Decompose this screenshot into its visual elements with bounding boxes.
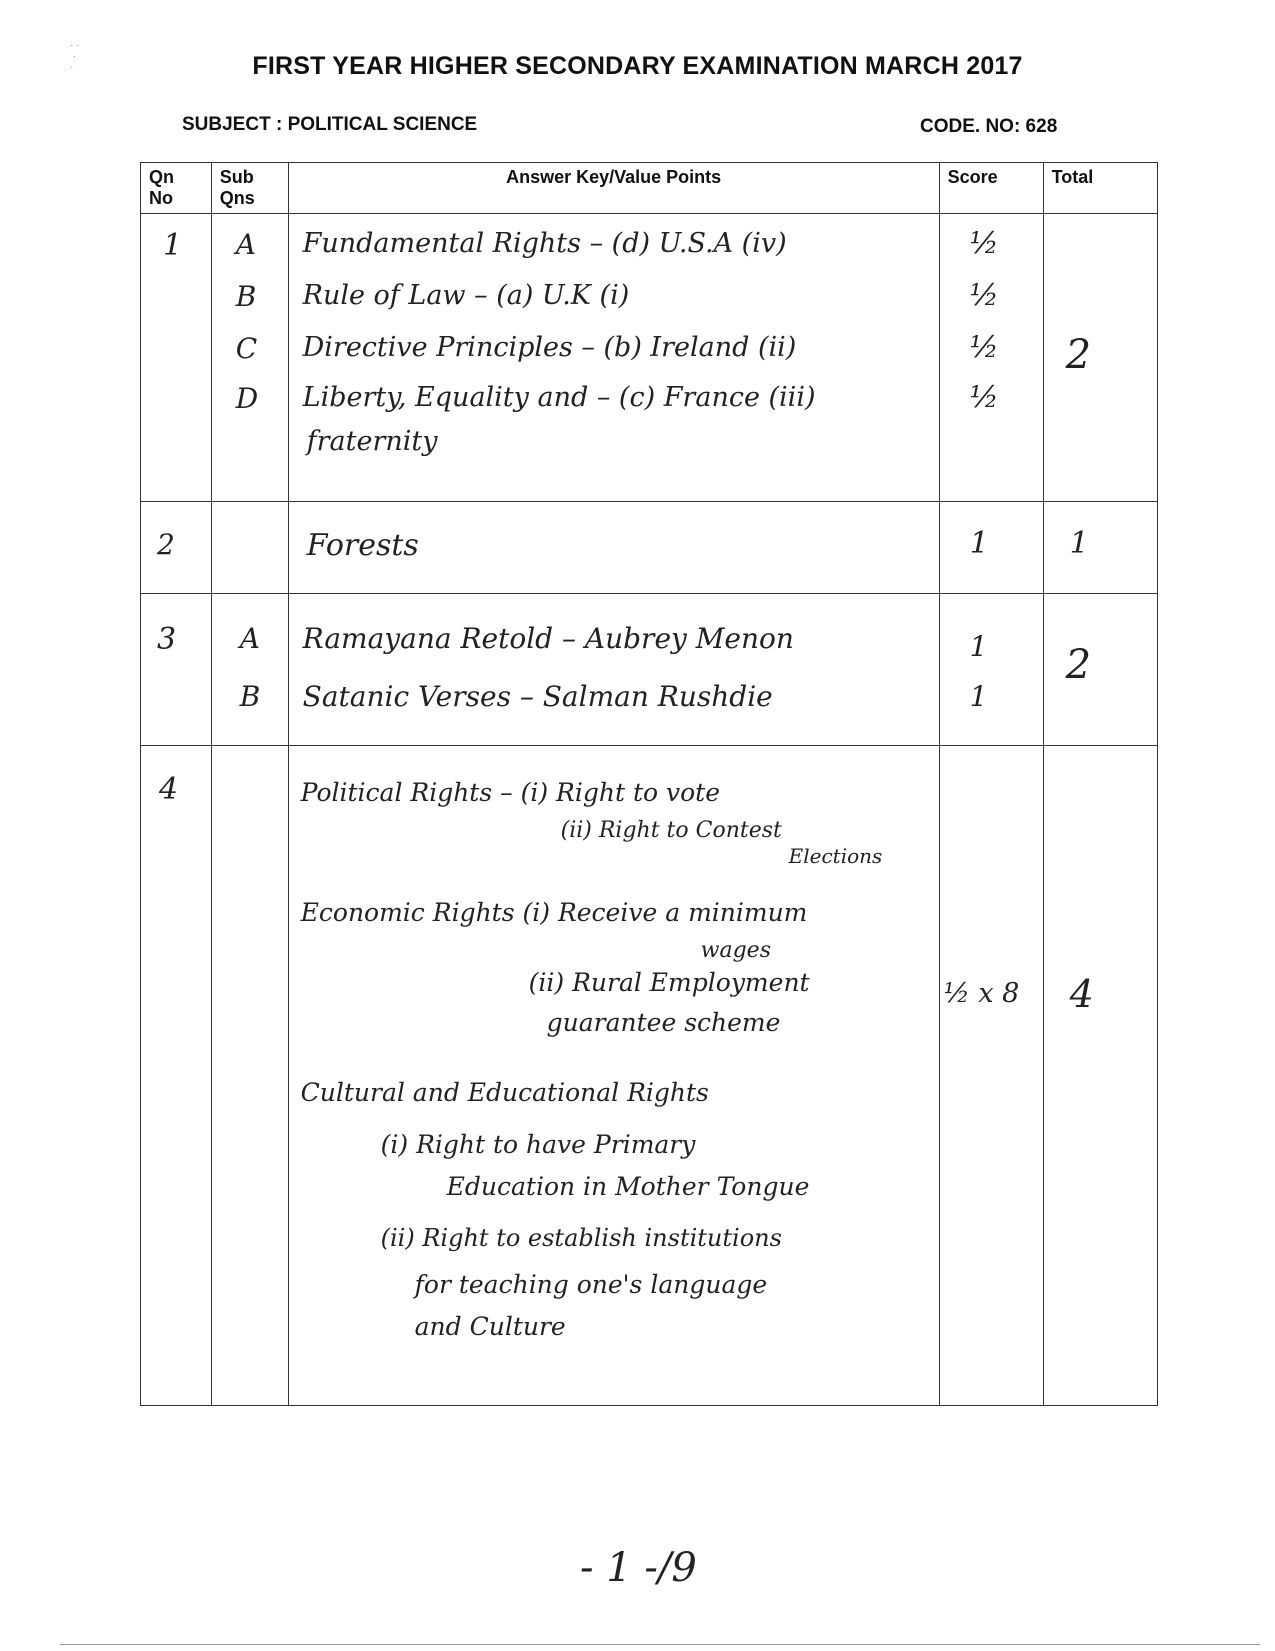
subject-label: SUBJECT : POLITICAL SCIENCE (182, 114, 478, 135)
score-value: 1 (969, 526, 989, 561)
score-cell (939, 746, 1043, 1406)
total-value: 2 (1065, 332, 1092, 378)
qn-number: 2 (157, 528, 175, 561)
table-row (141, 746, 1158, 1406)
answer-line: (i) Right to have Primary (380, 1130, 696, 1159)
score-value: 1 (969, 630, 988, 663)
qn-cell (141, 594, 212, 746)
qn-cell (141, 502, 212, 594)
answer-line: Cultural and Educational Rights (300, 1078, 709, 1107)
sub-cell (211, 594, 288, 746)
answer-line: Satanic Verses – Salman Rushdie (302, 680, 773, 713)
scan-specks: · · · · (70, 40, 80, 73)
total-cell (1043, 214, 1157, 502)
answer-cell (288, 594, 939, 746)
score-cell (939, 502, 1043, 594)
sub-label: B (235, 280, 257, 313)
answer-line: Directive Principles – (b) Ireland (ii) (302, 332, 797, 363)
answer-line: Political Rights – (i) Right to vote (300, 778, 721, 807)
answer-line: Ramayana Retold – Aubrey Menon (302, 622, 794, 655)
answer-line: for teaching one's language (414, 1270, 768, 1299)
score-value: ½ (969, 380, 999, 415)
answer-key-table (140, 162, 1158, 1406)
answer-cell (288, 746, 939, 1406)
total-value: 2 (1065, 642, 1092, 688)
answer-line: fraternity (306, 426, 438, 457)
score-cell (939, 214, 1043, 502)
page-number: - 1 -/9 (580, 1545, 697, 1591)
answer-line: Liberty, Equality and – (c) France (iii) (302, 382, 816, 413)
sub-label: A (235, 228, 256, 261)
sub-cell (211, 746, 288, 1406)
sub-label: B (239, 680, 261, 713)
answer-line: (ii) Right to establish institutions (380, 1224, 782, 1252)
total-cell (1043, 594, 1157, 746)
bottom-rule (60, 1644, 1260, 1645)
header-total: Total (1043, 163, 1157, 214)
sub-cell (211, 214, 288, 502)
sub-cell (211, 502, 288, 594)
total-cell (1043, 502, 1157, 594)
score-value: ½ x 8 (943, 978, 1020, 1009)
answer-line: (ii) Right to Contest (560, 818, 782, 843)
answer-line: Economic Rights (i) Receive a minimum (300, 898, 808, 927)
exam-title: FIRST YEAR HIGHER SECONDARY EXAMINATION MARCH 2017 (252, 52, 1023, 80)
header-score: Score (939, 163, 1043, 214)
score-value: ½ (969, 278, 999, 313)
sub-label: C (235, 332, 258, 365)
code-label: CODE. NO: 628 (920, 116, 1058, 137)
header-row (141, 163, 1158, 214)
qn-number: 4 (159, 772, 179, 807)
answer-line: Fundamental Rights – (d) U.S.A (iv) (302, 228, 787, 259)
answer-line: Rule of Law – (a) U.K (i) (302, 280, 630, 311)
qn-cell (141, 746, 212, 1406)
total-cell (1043, 746, 1157, 1406)
answer-line: wages (700, 938, 771, 963)
answer-line: and Culture (414, 1312, 566, 1341)
answer-line: Forests (306, 528, 419, 563)
header-answer: Answer Key/Value Points (288, 163, 939, 214)
score-value: 1 (969, 680, 988, 713)
answer-line: Education in Mother Tongue (446, 1172, 810, 1201)
sub-label: D (235, 382, 259, 415)
qn-number: 3 (157, 622, 177, 657)
score-value: ½ (969, 330, 999, 365)
qn-number: 1 (163, 228, 183, 263)
score-cell (939, 594, 1043, 746)
answer-cell (288, 214, 939, 502)
table-row (141, 214, 1158, 502)
answer-line: (ii) Rural Employment (528, 968, 810, 997)
table-row (141, 502, 1158, 594)
header-qn-no: Qn No (141, 163, 212, 214)
answer-line: guarantee scheme (546, 1008, 781, 1037)
answer-line: Elections (788, 844, 883, 868)
table-row (141, 594, 1158, 746)
total-value: 1 (1069, 526, 1089, 561)
qn-cell (141, 214, 212, 502)
answer-cell (288, 502, 939, 594)
sub-label: A (239, 622, 260, 655)
header-sub-qns: Sub Qns (211, 163, 288, 214)
score-value: ½ (969, 226, 999, 261)
total-value: 4 (1069, 972, 1094, 1016)
